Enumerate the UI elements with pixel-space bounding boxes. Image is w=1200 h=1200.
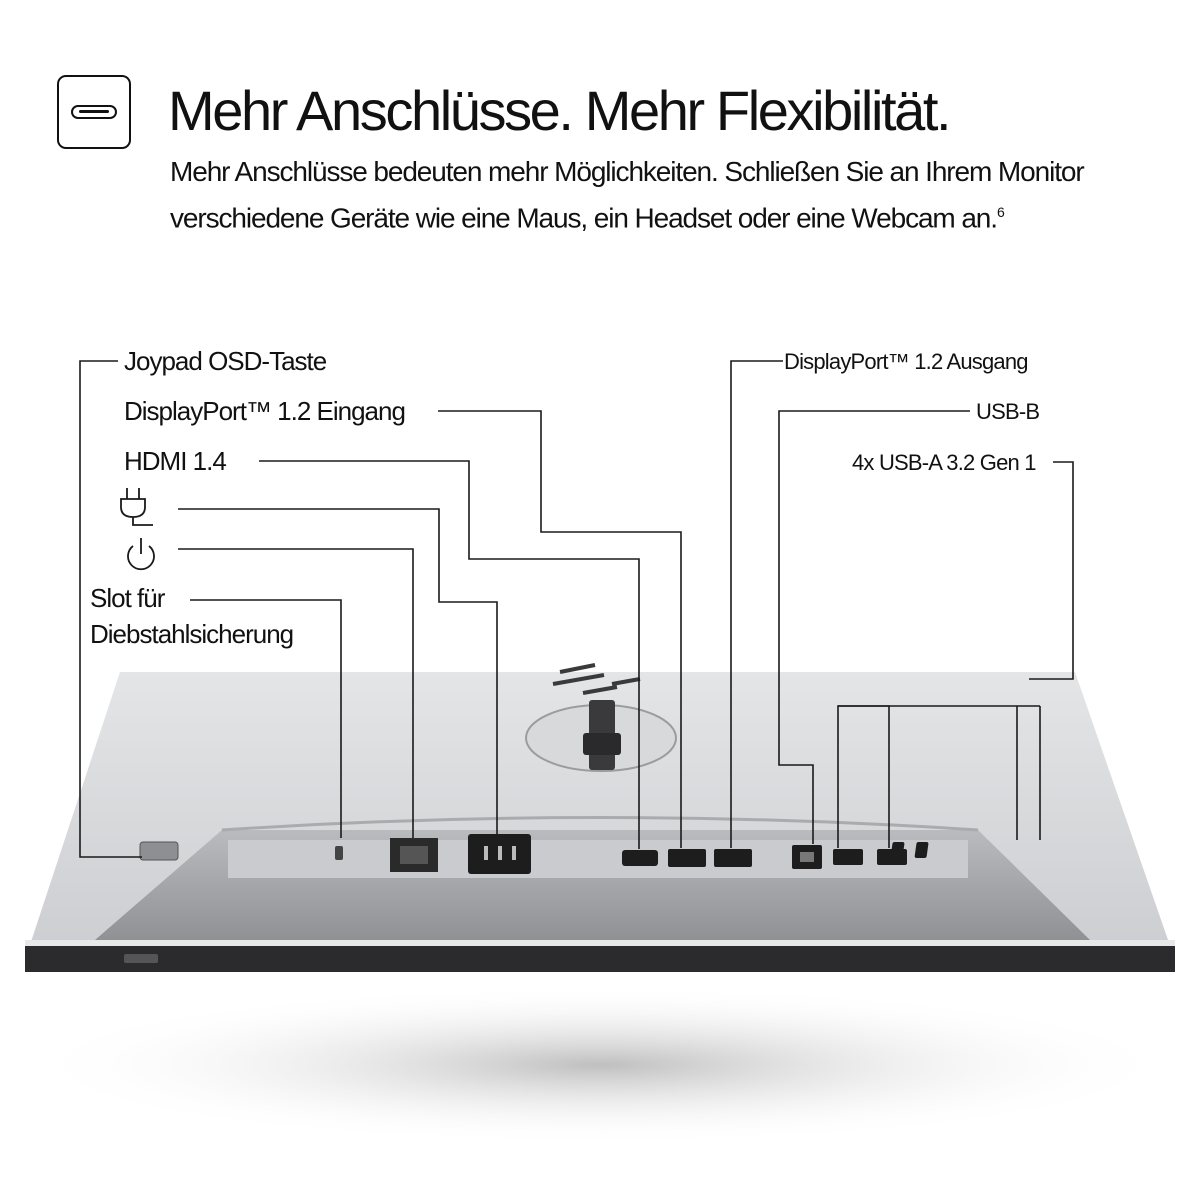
floor-shadow bbox=[20, 985, 1180, 1145]
power-plug-icon bbox=[121, 488, 153, 525]
page-title: Mehr Anschlüsse. Mehr Flexibilität. bbox=[168, 79, 950, 142]
page-subtitle: Mehr Anschlüsse bedeuten mehr Möglichkeiten. Schließen Sie an Ihrem Monitor verschiedene Geräte wie eine Maus, ein Headset oder eine Webcam an.$^6$ bbox=[170, 156, 1084, 234]
footnote-marker: 6 bbox=[996, 204, 1005, 220]
label-hdmi: HDMI 1.4 bbox=[124, 446, 226, 476]
label-joypad: Joypad OSD-Taste bbox=[124, 346, 327, 376]
displayport-in-port bbox=[668, 849, 706, 867]
joypad-button bbox=[140, 842, 178, 860]
label-displayport-out: DisplayPort™ 1.2 Ausgang bbox=[784, 349, 1028, 374]
label-security-slot-line2: Diebstahlsicherung bbox=[90, 619, 294, 649]
usb-a-leader bbox=[1029, 462, 1073, 679]
label-security-slot-line1: Slot für bbox=[90, 583, 165, 613]
usb-a-port bbox=[890, 842, 904, 858]
displayport-out-port bbox=[714, 849, 752, 867]
usb-a-port bbox=[914, 842, 928, 858]
usb-a-port bbox=[833, 849, 863, 865]
hdmi-port bbox=[622, 850, 658, 866]
power-button-icon bbox=[128, 538, 154, 569]
security-slot bbox=[335, 846, 343, 860]
label-usb-a: 4x USB-A 3.2 Gen 1 bbox=[852, 450, 1036, 475]
bezel-button bbox=[124, 954, 158, 963]
label-displayport-in: DisplayPort™ 1.2 Eingang bbox=[124, 396, 405, 426]
monitor-bezel bbox=[25, 946, 1175, 972]
label-usb-b: USB-B bbox=[976, 399, 1040, 424]
